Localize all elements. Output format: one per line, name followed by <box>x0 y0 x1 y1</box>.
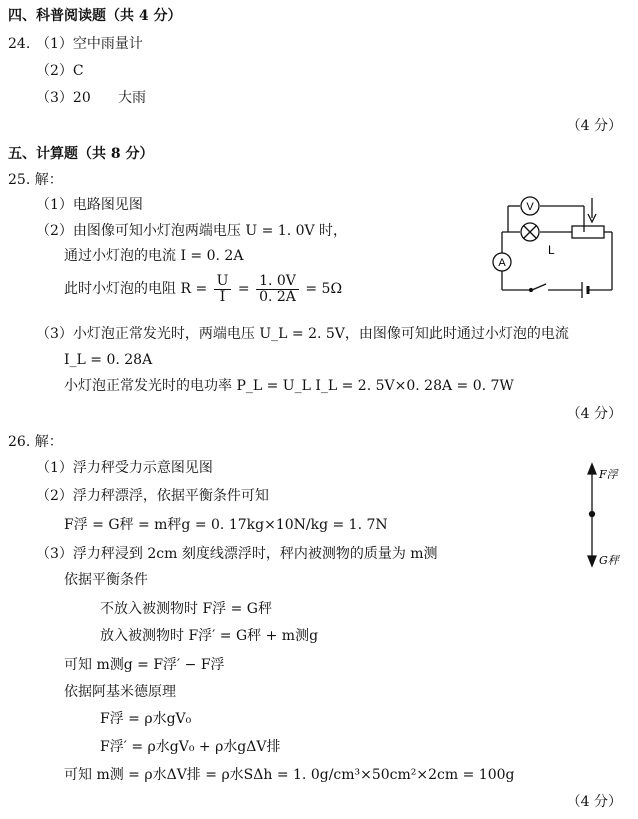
q26-formula-1: F浮 = G秤 = m秤g = 0. 17kg×10N/kg = 1. 7N <box>64 517 388 533</box>
fraction-current: 0. 2A <box>259 288 296 305</box>
resistance-label: 此时小灯泡的电阻 R = <box>64 281 208 297</box>
q26-equation-1: F浮 = ρ水gV₀ <box>100 711 192 727</box>
resistance-result: = 5Ω <box>305 281 343 297</box>
q26-step-3: （3）浮力秤浸到 2cm 刻度线漂浮时，秤内被测物的质量为 m测 <box>36 546 438 562</box>
q25-step-3a: （3）小灯泡正常发光时，两端电压 U_L = 2. 5V，由图像可知此时通过小灯泡的电流 <box>36 326 569 342</box>
q26-condition: 依据平衡条件 <box>64 572 148 588</box>
q24-score: （4 分） <box>566 118 622 134</box>
force-origin <box>590 512 595 517</box>
q25-score: （4 分） <box>566 406 622 422</box>
switch <box>532 284 546 290</box>
buoyancy-label: F浮 <box>599 468 618 481</box>
q26-archimedes: 依据阿基米德原理 <box>64 684 176 700</box>
q26-case-2: 放入被测物时 F浮′ = G秤 + m测g <box>100 628 319 644</box>
equals-sign: = <box>237 281 250 297</box>
circuit-diagram <box>488 192 620 304</box>
rheostat <box>572 226 604 238</box>
q24-answer-3-word: 大雨 <box>118 90 146 106</box>
fraction-u: U <box>214 274 232 290</box>
gravity-label: G秤 <box>599 554 619 567</box>
q25-step-3c: 小灯泡正常发光时的电功率 P_L = U_L I_L = 2. 5V×0. 28A = 0. 7W <box>64 378 514 394</box>
q26-case-1: 不放入被测物时 F浮 = G秤 <box>100 601 272 617</box>
q24-number: 24. <box>8 36 31 52</box>
fraction-voltage: 1. 0V <box>256 274 299 290</box>
q25-step-2c <box>64 273 342 305</box>
q26-conclusion-2: 可知 m测 = ρ水ΔV排 = ρ水SΔh = 1. 0g/cm³×50cm²×2cm = 100g <box>64 767 515 783</box>
q24-answer-2: （2）C <box>36 63 84 79</box>
ammeter-label: A <box>498 257 506 269</box>
q25-title: 25. 解： <box>8 172 63 188</box>
section4-heading: 四、科普阅读题（共 4 分） <box>8 8 182 24</box>
fraction-i: I <box>219 288 226 305</box>
lamp-label: L <box>548 243 555 257</box>
q25-step-3b: I_L = 0. 28A <box>64 352 153 368</box>
q24-answer-3: （3）20 <box>36 90 91 106</box>
q25-step-2a: （2）由图像可知小灯泡两端电压 U = 1. 0V 时， <box>36 223 348 239</box>
fraction-u-over-i <box>214 274 232 305</box>
q24-answer-1: （1）空中雨量计 <box>36 36 143 52</box>
fraction-values <box>256 274 299 305</box>
buoyancy-arrow <box>588 464 596 474</box>
q25-step-1: （1）电路图见图 <box>36 197 143 213</box>
voltmeter-label: V <box>526 201 534 213</box>
q26-step-1: （1）浮力秤受力示意图见图 <box>36 460 213 476</box>
q26-equation-2: F浮′ = ρ水gV₀ + ρ水gΔV排 <box>100 739 281 755</box>
force-diagram <box>582 462 632 572</box>
q26-step-2: （2）浮力秤漂浮，依据平衡条件可知 <box>36 488 269 504</box>
section5-heading: 五、计算题（共 8 分） <box>8 146 154 162</box>
q26-title: 26. 解： <box>8 434 63 450</box>
q26-conclusion-1: 可知 m测g = F浮′ − F浮 <box>64 657 225 673</box>
q26-score: （4 分） <box>566 794 622 810</box>
q25-step-2b: 通过小灯泡的电流 I = 0. 2A <box>64 248 244 264</box>
gravity-arrow <box>588 556 596 566</box>
